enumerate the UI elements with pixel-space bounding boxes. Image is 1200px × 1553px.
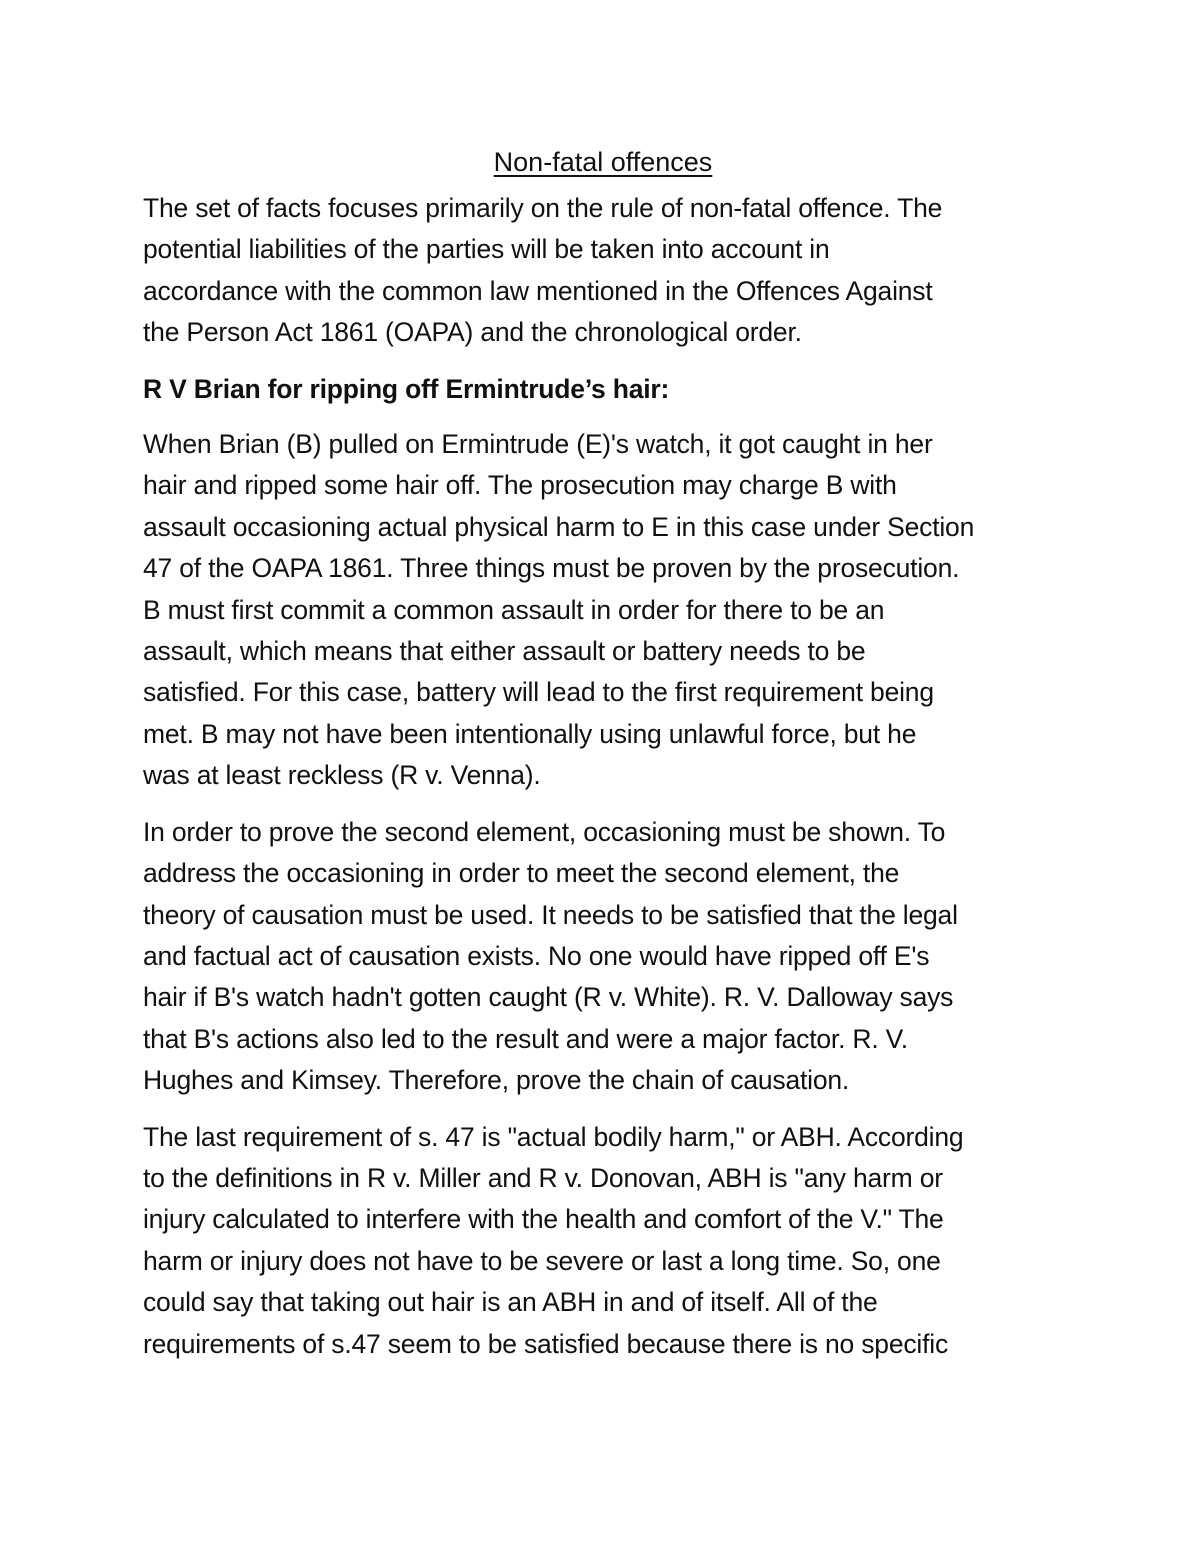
intro-paragraph: The set of facts focuses primarily on the rule of non-fatal offence. The potential liabilities of the parties will be taken into account in accordance with the common law mentioned in the Offences Against the Person Act 1861 (OAPA) and the chronological order. <box>143 193 943 348</box>
document-title: Non-fatal offences <box>493 147 713 177</box>
body-paragraph-3: The last requirement of s. 47 is "actual bodily harm," or ABH. According to the definitions in R v. Miller and R v. Donovan, ABH is "any harm or injury calculated to interfere with the health and comfort of the V." The harm or injury does not have to be severe or last a long time. So, one could say that taking out hair is an ABH in and of itself. All of the requirements of s.47 seem to be satisfied because there is no specific <box>143 1121 964 1359</box>
body-paragraph-2: In order to prove the second element, occasioning must be shown. To address the occasioning in order to meet the second element, the theory of causation must be used. It needs to be satisfied that the legal and factual act of causation exists. No one would have ripped off E's hair if B's watch hadn't gotten caught (R v. White). R. V. Dalloway says that B's actions also led to the result and were a major factor. R. V. Hughes and Kimsey. Therefore, prove the chain of causation. <box>143 816 958 1096</box>
document-page <box>143 138 1063 1380</box>
section-heading: R V Brian for ripping off Ermintrude’s hair: <box>143 373 670 404</box>
body-paragraph-1: When Brian (B) pulled on Ermintrude (E)'s watch, it got caught in her hair and ripped some hair off. The prosecution may charge B with assault occasioning actual physical harm to E in this case under Section 47 of the OAPA 1861. Three things must be proven by the prosecution. B must first commit a common assault in order for there to be an assault, which means that either assault or battery needs to be satisfied. For this case, battery will lead to the first requirement being met. B may not have been intentionally using unlawful force, but he was at least reckless (R v. Venna). <box>143 429 975 791</box>
